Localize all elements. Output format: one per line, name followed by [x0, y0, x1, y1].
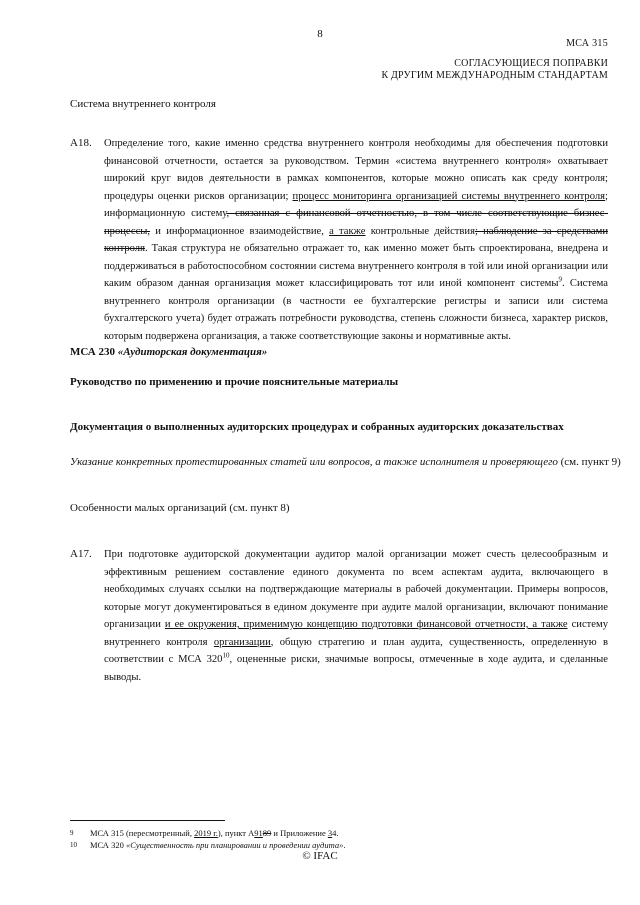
a18-line-10: внутреннего контроля организации (в частности ее бухгалтерские регистры и записи или система	[104, 295, 608, 307]
a18-line-12: которым подвержена организация, а также соответствующие законы и нормативные акты.	[104, 330, 511, 342]
a18-line-5: информационную систему, связанная с финансовой отчетностью, в том числе соответствующие бизнес-	[104, 208, 609, 219]
small-entities-heading: Особенности малых организаций (см. пункт 8)	[70, 502, 290, 514]
footnote-9: 9 МСА 315 (пересмотренный, 2019 г.), пункт A9189 и Приложение 34.	[70, 828, 339, 838]
a18-line-7: контроля. Такая структура не обязательно отражает то, как именно может быть спроектирована, внедрена и	[104, 243, 608, 254]
a17-line-7: соответствии с МСА $320^{10}$, оцененные риски, значимые вопросы, отмеченные в ходе аудита, и сделанные	[104, 651, 608, 665]
isa230-heading: МСА 230 «Аудиторская документация»	[70, 346, 268, 358]
footnote-number: 10	[70, 841, 77, 849]
section-title-internal-control: Система внутреннего контроля	[70, 98, 216, 110]
a18-line-1: Определение того, какие именно средства внутреннего контроля необходимы для обеспечения подготовки	[104, 138, 608, 149]
inserted-text: и ее окружения, применимую концепцию подготовки финансовой отчетности, а также	[164, 619, 568, 630]
deleted-text: ; наблюдение за средствами	[474, 225, 608, 237]
paragraph-a18	[104, 135, 608, 345]
copyright-footer: © IFAC	[302, 850, 338, 862]
a17-line-4: которые могут документироваться в едином документе при аудите малой организации, включают понимание	[104, 601, 608, 613]
page-number: 8	[317, 28, 323, 40]
documentation-heading: Документация о выполненных аудиторских процедурах и собранных аудиторских доказательствах	[70, 421, 564, 433]
a17-line-2: эффективным решением составление единого документа по всем аспектам аудита, включающего в	[104, 566, 608, 578]
running-header-line-2: К ДРУГИМ МЕЖДУНАРОДНЫМ СТАНДАРТАМ	[381, 70, 608, 81]
footnote-10: 10 МСА 320 «Существенность при планировании и проведении аудита».	[70, 840, 346, 850]
a17-line-8: выводы.	[104, 671, 142, 683]
inserted-text: а также	[329, 225, 366, 237]
paragraph-a17	[104, 546, 608, 686]
a18-line-9: каким образом данная организация может классифицировать тот или иной компонент системы$^9$. Система	[104, 275, 608, 289]
inserted-text: организации	[213, 636, 271, 648]
a18-line-2: финансовой отчетности, остается за руководством. Термин «система внутреннего контроля» охватывает	[104, 155, 608, 167]
a18-line-6: процессы, и информационное взаимодействие, а также контрольные действия; наблюдение за средствами	[104, 225, 608, 237]
deleted-text: контроля	[104, 243, 145, 254]
footnote-ref-10: 10	[222, 651, 230, 660]
a17-line-1: При подготовке аудиторской документации аудитор малой организации может счесть целесообразным и	[104, 549, 608, 560]
a17-line-3: необходимых случаях ссылки на подтверждающие материалы в рабочей документации. Примеры вопросов,	[104, 584, 608, 595]
deleted-text: , связанная с финансовой отчетностью, в том числе соответствующие бизнес-	[226, 208, 609, 219]
deleted-text: процессы,	[104, 225, 151, 237]
running-header-line-1: СОГЛАСУЮЩИЕСЯ ПОПРАВКИ	[454, 58, 608, 69]
a18-line-4: процедуры оценки рисков организации; процесс мониторинга организацией системы внутреннего контроля;	[104, 190, 608, 202]
inserted-text: процесс мониторинга организацией системы внутреннего контроля;	[292, 190, 608, 202]
footnote-separator	[70, 820, 225, 821]
standard-code: МСА 315	[566, 38, 608, 49]
running-header	[381, 58, 608, 82]
a18-line-11: бухгалтерского учета) будет отражать потребности руководства, степень сложности бизнеса, характер рисков,	[104, 313, 608, 324]
footnote-ref-9: 9	[558, 275, 562, 284]
a17-line-5: организации и ее окружения, применимую концепцию подготовки финансовой отчетности, а также систему	[104, 619, 608, 630]
guidance-heading: Руководство по применению и прочие пояснительные материалы	[70, 376, 399, 388]
paragraph-number-a17: A17.	[70, 548, 92, 560]
a17-line-6: внутреннего контроля организации, общую стратегию и план аудита, существенность, определенную в	[104, 636, 609, 648]
specific-items-heading: Указание конкретных протестированных статей или вопросов, а также исполнителя и проверяющего (см. пункт 9)	[70, 456, 621, 468]
footnote-number: 9	[70, 829, 74, 837]
paragraph-number-a18: A18.	[70, 137, 92, 149]
a18-line-8: поддерживаться в работоспособном состоянии система внутреннего контроля в той или иной организации или	[104, 260, 608, 272]
a18-line-3: широкий круг видов деятельности в рамках компонентов, которые можно описать как среду контроля;	[104, 173, 608, 184]
